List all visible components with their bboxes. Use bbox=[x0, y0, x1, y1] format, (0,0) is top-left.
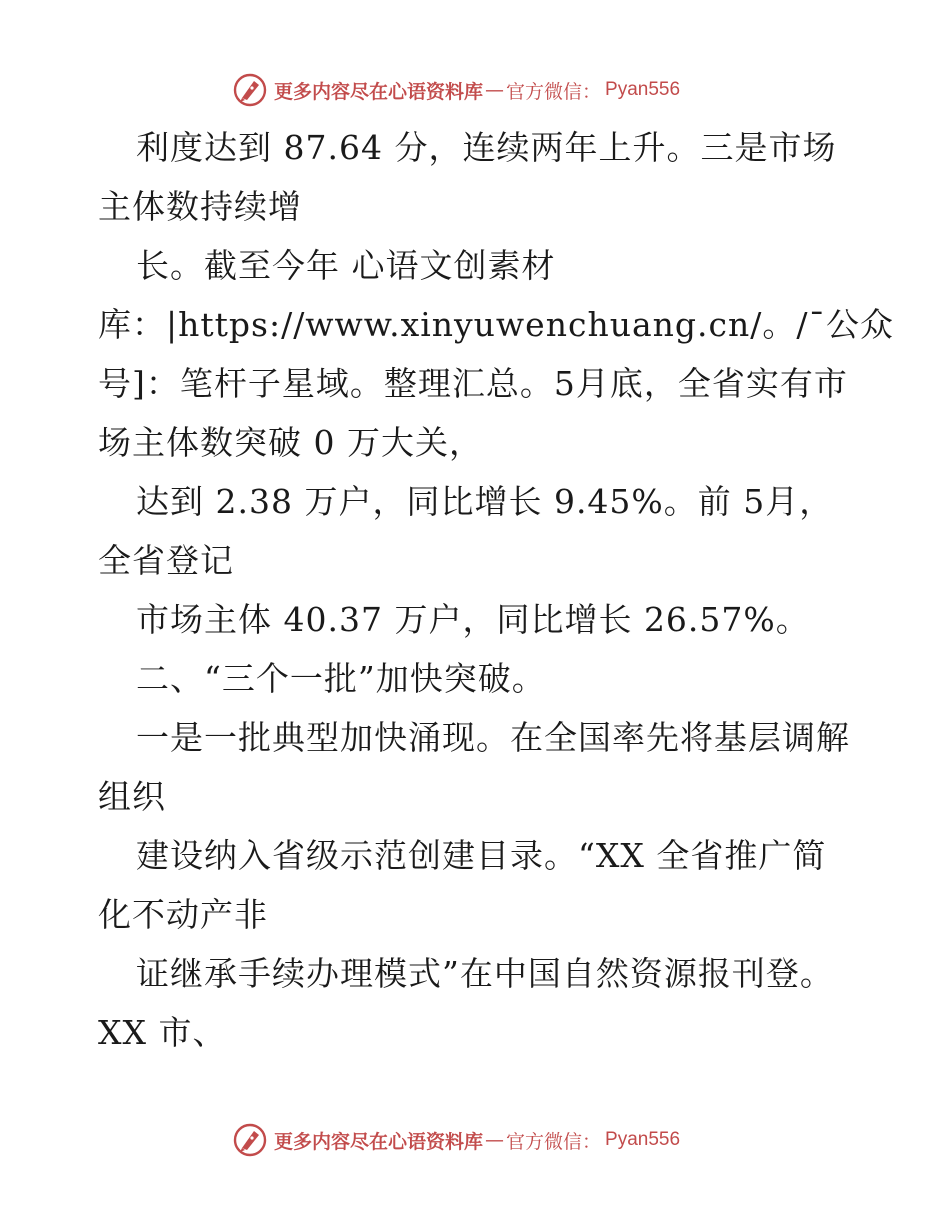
document-body bbox=[98, 118, 894, 1062]
body-line: 化不动产非 bbox=[98, 895, 268, 934]
banner-wechat-id: Pyan556 bbox=[605, 79, 681, 100]
footer-watermark-banner bbox=[232, 1120, 752, 1160]
body-line: 号]：笔杆子星域。整理汇总。5月底，全省实有市 bbox=[98, 364, 848, 403]
banner-main-text: 更多内容尽在心语资料库 bbox=[274, 1130, 484, 1153]
body-line: 达到 2.38 万户，同比增长 9.45%。前 5月， bbox=[136, 482, 834, 521]
body-line: 主体数持续增 bbox=[98, 187, 302, 226]
banner-separator: — bbox=[485, 79, 505, 101]
banner-official-label: 官方微信： bbox=[506, 1130, 602, 1153]
pen-nib-logo-icon bbox=[232, 72, 268, 108]
pen-nib-logo-icon bbox=[232, 1122, 268, 1158]
banner-official-label: 官方微信： bbox=[506, 80, 602, 103]
banner-separator: — bbox=[485, 1129, 505, 1151]
body-line: 库：|https://www.xinyuwenchuang.cn/。/¯公众 bbox=[98, 305, 894, 344]
body-line: 组织 bbox=[98, 777, 166, 816]
banner-wechat-id: Pyan556 bbox=[605, 1129, 681, 1150]
section-heading: 二、“三个一批”加快突破。 bbox=[136, 659, 546, 698]
body-line: 建设纳入省级示范创建目录。“XX 全省推广简 bbox=[136, 836, 827, 875]
body-line: 市场主体 40.37 万户，同比增长 26.57%。 bbox=[136, 600, 810, 639]
body-line: 长。截至今年 心语文创素材 bbox=[136, 246, 556, 285]
body-line: 证继承手续办理模式”在中国自然资源报刊登。 bbox=[136, 954, 834, 993]
body-line: 全省登记 bbox=[98, 541, 234, 580]
body-line: 一是一批典型加快涌现。在全国率先将基层调解 bbox=[136, 718, 850, 757]
header-watermark-banner bbox=[232, 70, 752, 110]
body-line: 利度达到 87.64 分，连续两年上升。三是市场 bbox=[136, 128, 837, 167]
banner-main-text: 更多内容尽在心语资料库 bbox=[274, 80, 484, 103]
body-line: 场主体数突破 0 万大关， bbox=[98, 423, 483, 462]
body-line: XX 市、 bbox=[98, 1013, 227, 1052]
